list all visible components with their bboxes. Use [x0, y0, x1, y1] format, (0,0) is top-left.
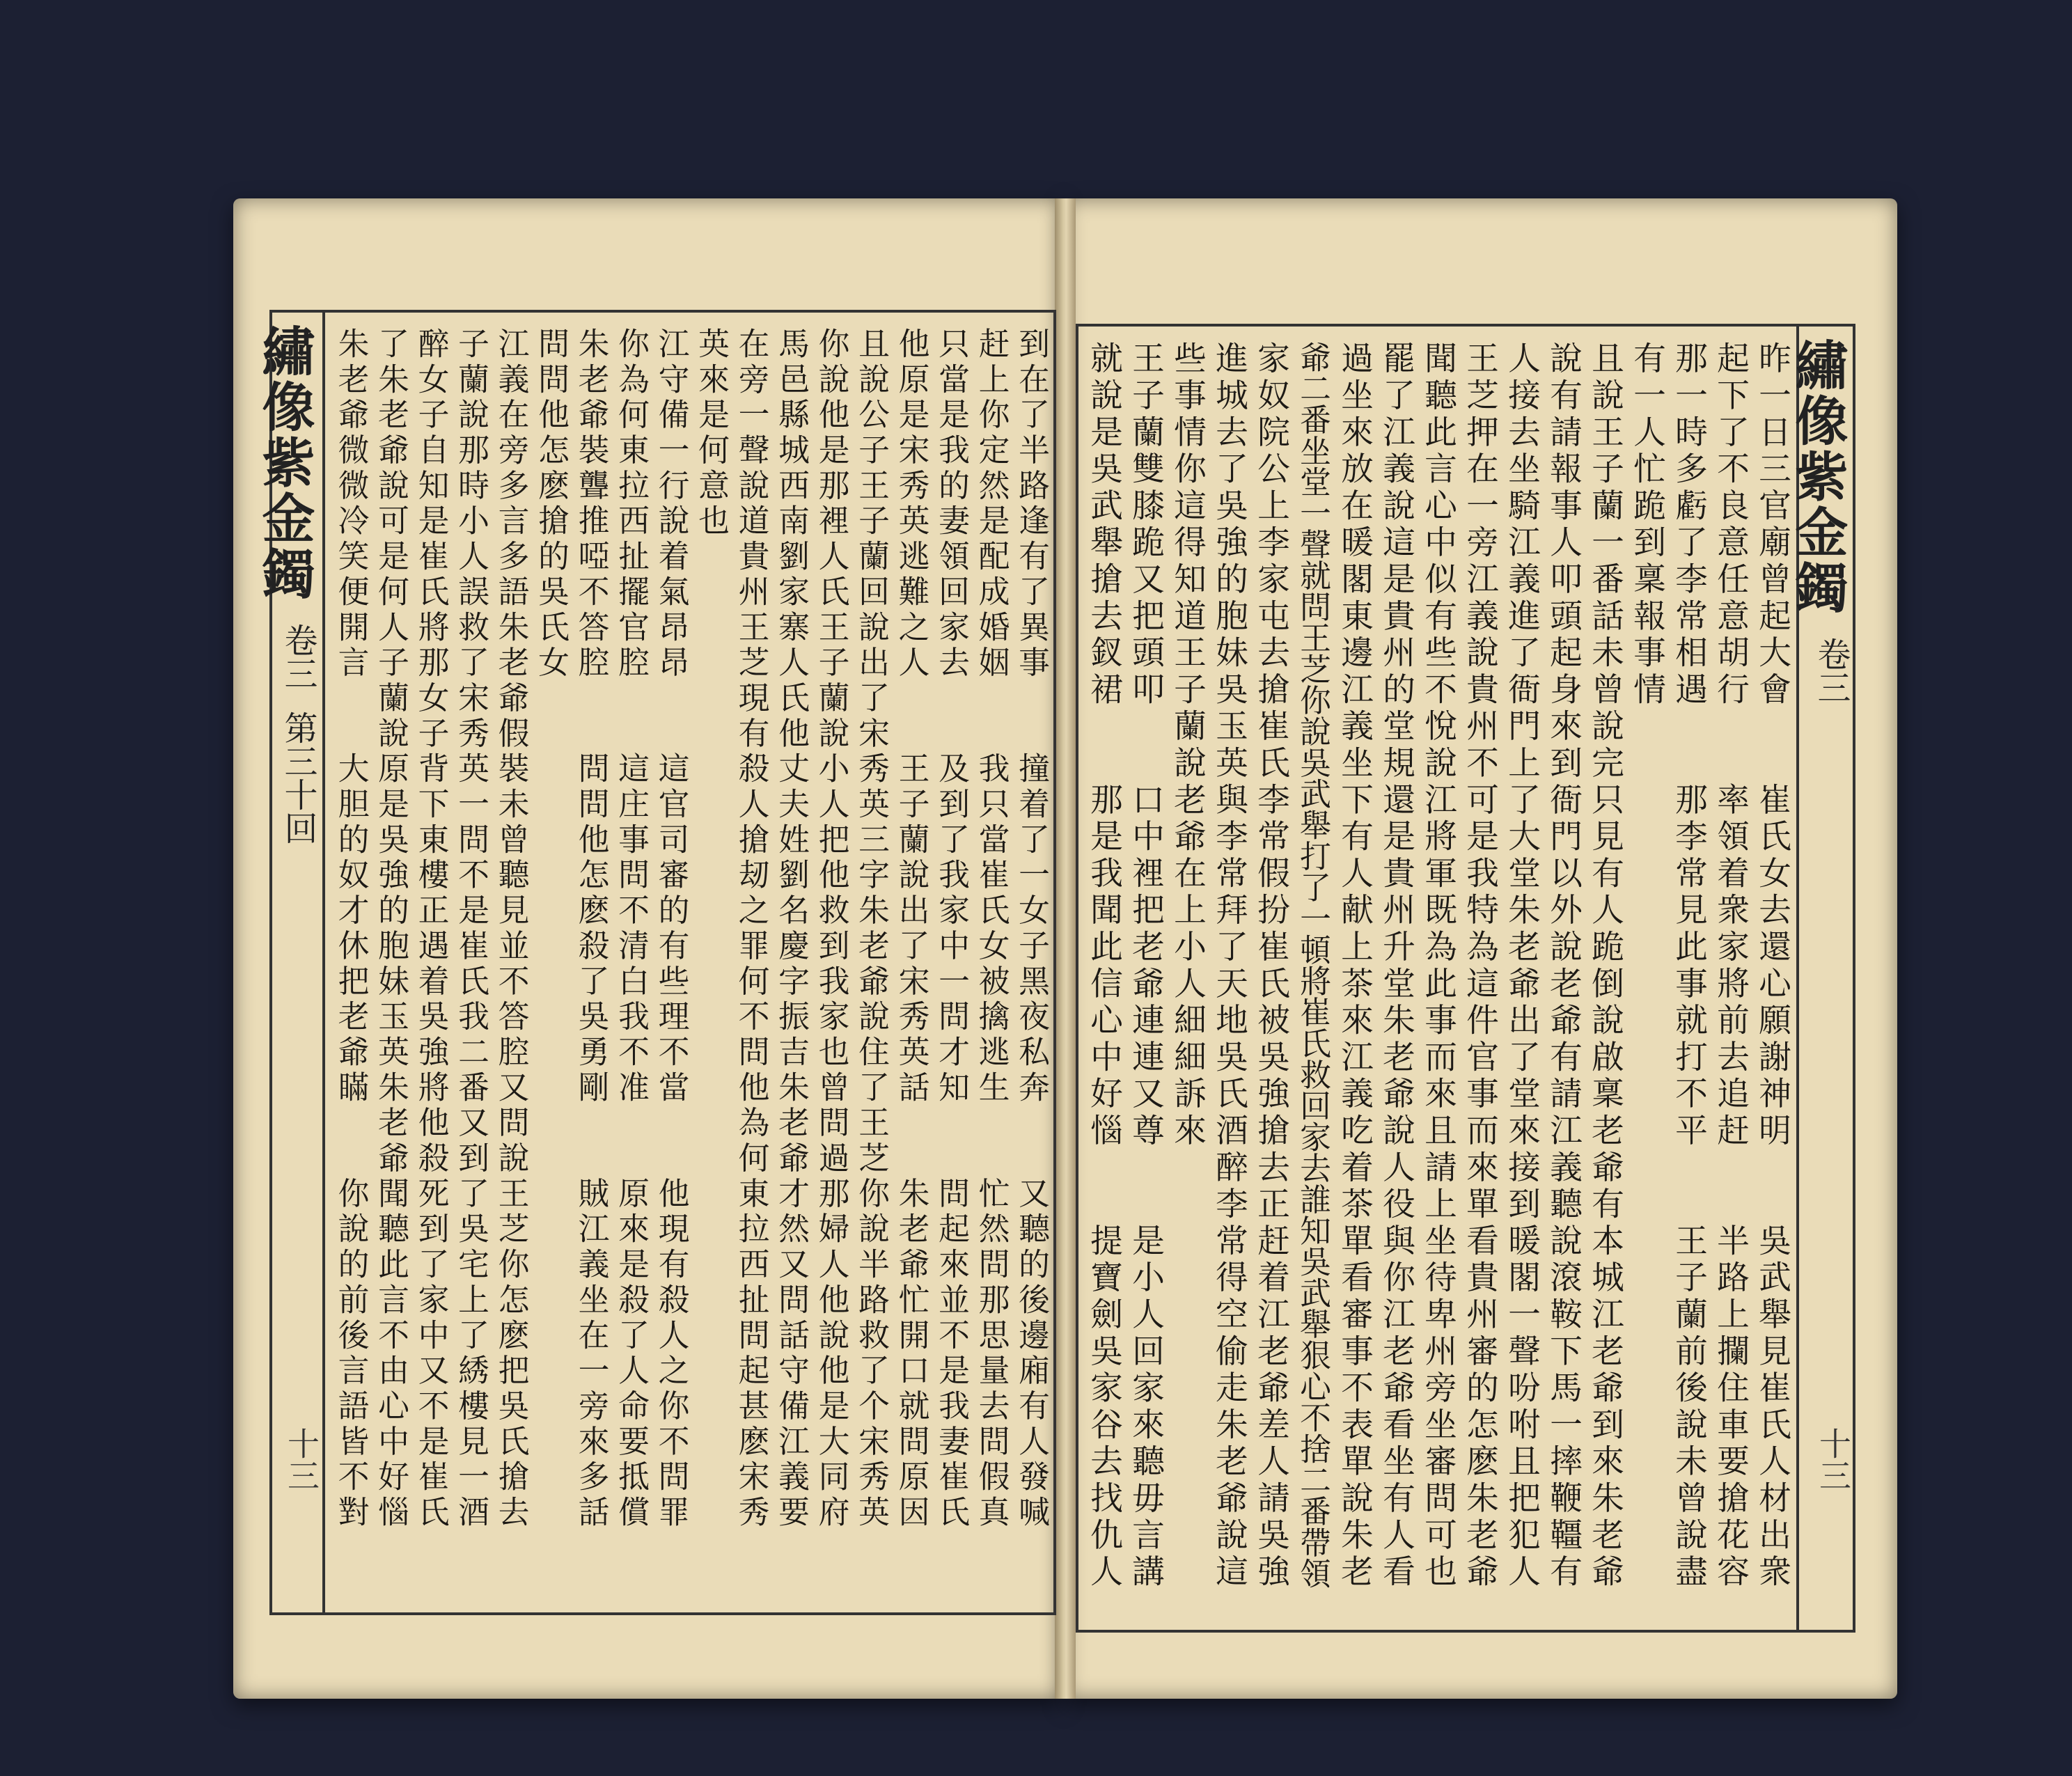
- text-column: 英來是何意也: [693, 327, 730, 540]
- text-column: 你說他是那裡人氏王子蘭說小人把他救到我家也曾問過那婦人他說他是大同府: [813, 327, 850, 1531]
- text-column: 且說王子蘭一番話未曾說完只見有人跪倒說啟稟老爺有本城江老爺到來朱老爺: [1586, 341, 1624, 1592]
- text-column: 些事情你這得知道王子蘭說老爺在上小人細細訴來: [1168, 341, 1206, 1150]
- left-margin-strip: [253, 310, 325, 1615]
- text-column: 罷了江義說這是貴州的堂規還是貴州升堂朱老爺說人役與你江老爺看坐有人看: [1377, 341, 1415, 1592]
- text-column: 有一人忙跪到稟報事情: [1628, 341, 1665, 709]
- text-column: 朱老爺裝聾推啞不答腔 問問他怎麽殺了吳勇剛 賊江義坐在一旁來多話: [572, 327, 610, 1531]
- text-column: 江守備一行說着氣昂昂 這官司審的有些理不當 他現有殺人之你不問罪: [652, 327, 690, 1531]
- left-text-body: [331, 327, 1051, 1608]
- left-margin-volume: 卷三: [278, 623, 317, 690]
- left-margin-chapter: 第三十回: [278, 711, 317, 844]
- text-column: 家奴院公上李家屯去搶崔氏李常假扮崔氏被吳強搶去正赶着江老爺差人請吳強: [1252, 341, 1289, 1592]
- text-column: 了朱老爺說可是何人子蘭說原是吳強的胞妹玉英朱老爺聞聽此言不由心中好惱: [372, 327, 409, 1531]
- text-column: 王子蘭雙膝跪又把頭叩 口中裡把老爺連連又尊 是小人回家來聽毋言講: [1127, 341, 1164, 1592]
- text-column: 你為何東拉西扯擺官腔 這庄事問不清白我不准 原來是殺了人命要抵償: [613, 327, 650, 1531]
- text-column: 醉女子自知是崔氏將那女子背下東樓正遇着吳強將他殺死到了家中又不是崔氏: [412, 327, 450, 1531]
- text-column: 在旁一聲說道貴州王芝現有殺人搶刼之罪何不問他為何東拉西扯問起甚麽宋秀: [732, 327, 770, 1531]
- text-column: 聞聽此言心中似有些不悅說江將軍既為此事而來且請上坐待卑州旁坐審問可也: [1419, 341, 1457, 1592]
- text-column: 人接去坐騎江義進了衙門上了大堂朱老爺出了堂來接到暖閣一聲吩咐且把犯人: [1502, 341, 1540, 1592]
- right-margin-title: 繡像紫金鐲: [1787, 338, 1849, 616]
- right-margin-volume: 卷三: [1812, 637, 1851, 704]
- text-column: 起下了不良意任意胡行 率領着衆家將前去追赶 半路上攔住車要搶花容: [1711, 341, 1749, 1592]
- left-margin-title: 繡像紫金鐲: [253, 324, 315, 602]
- text-column: 問問他怎麽搶的吳氏女: [533, 327, 570, 682]
- text-column: 只當是我的妻領回家去 及到了我家中一問才知 問起來並不是我妻崔氏: [933, 327, 970, 1531]
- right-text-body: [1083, 341, 1793, 1622]
- text-column: 王芝押在一旁江義說貴州不可是我特為這件官事而來單看貴州審的怎麽朱老爺: [1461, 341, 1498, 1592]
- text-column: 就說是吳武舉搶去釵裙 那是我聞此信心中好惱 提寶劍吳家谷去找仇人: [1085, 341, 1122, 1592]
- text-column: 他原是宋秀英逃難之人 王子蘭說出了宋秀英話 朱老爺忙開口就問原因: [893, 327, 930, 1531]
- right-page-number: 十三: [1814, 1427, 1852, 1491]
- book-gutter: [1055, 198, 1076, 1699]
- text-column: 子蘭說那時小人誤救了宋秀英一問不是崔氏我二番又到了吳宅上了綉樓見一酒: [453, 327, 489, 1531]
- text-column: 昨一日三官廟曾起大會 崔氏女去還心願謝神明 吳武舉見崔氏人材出衆: [1753, 341, 1791, 1592]
- text-column: 馬邑縣城西南劉家寨人氏他丈夫姓劉名慶字振吉朱老爺才然又問話守備江義要: [773, 327, 810, 1531]
- text-column: 進城去了吳強的胞妹吳玉英與李常拜了天地吳氏酒醉李常得空偷走朱老爺說這: [1210, 341, 1248, 1592]
- text-column: 朱老爺微微冷笑便開言 大胆的奴才休把老爺瞞 你說的前後言語皆不對: [332, 327, 370, 1531]
- left-page-number: 十三: [283, 1427, 320, 1491]
- text-column: 說有請報事人叩頭起身來到衙門以外說老爺有請江義聽說滾鞍下馬一摔鞭韁有: [1544, 341, 1582, 1592]
- text-column: 爺二番坐堂一聲就問王芝你說吳武舉打了一頓將崔氏救回家去誰知吳武舉狠心不捨二番帶領: [1294, 341, 1331, 1589]
- text-column: 江義在旁多言多語朱老爺假裝未曾聽見並不答腔又問說王芝你怎麽把吳氏搶去: [492, 327, 530, 1531]
- text-column: 過坐來放在暖閣東邊江義坐下有人献上茶來江義吃着茶單看審事不表單說朱老: [1335, 341, 1373, 1592]
- text-column: 且說公子王子蘭回說出了宋秀英三字朱老爺說住了王芝你說半路救了个宋秀英: [853, 327, 890, 1531]
- text-column: 那一時多虧了李常相遇 那李常見此事就打不平 王子蘭前後說未曾說盡: [1670, 341, 1707, 1592]
- text-column: 赶上你定然是配成婚姻 我只當崔氏女被擒逃生 忙然問那思量去問假真: [973, 327, 1010, 1531]
- text-column: 到在了半路逢有了異事 撞着了一女子黑夜私奔 又聽的後邊廂有人發喊: [1013, 327, 1050, 1531]
